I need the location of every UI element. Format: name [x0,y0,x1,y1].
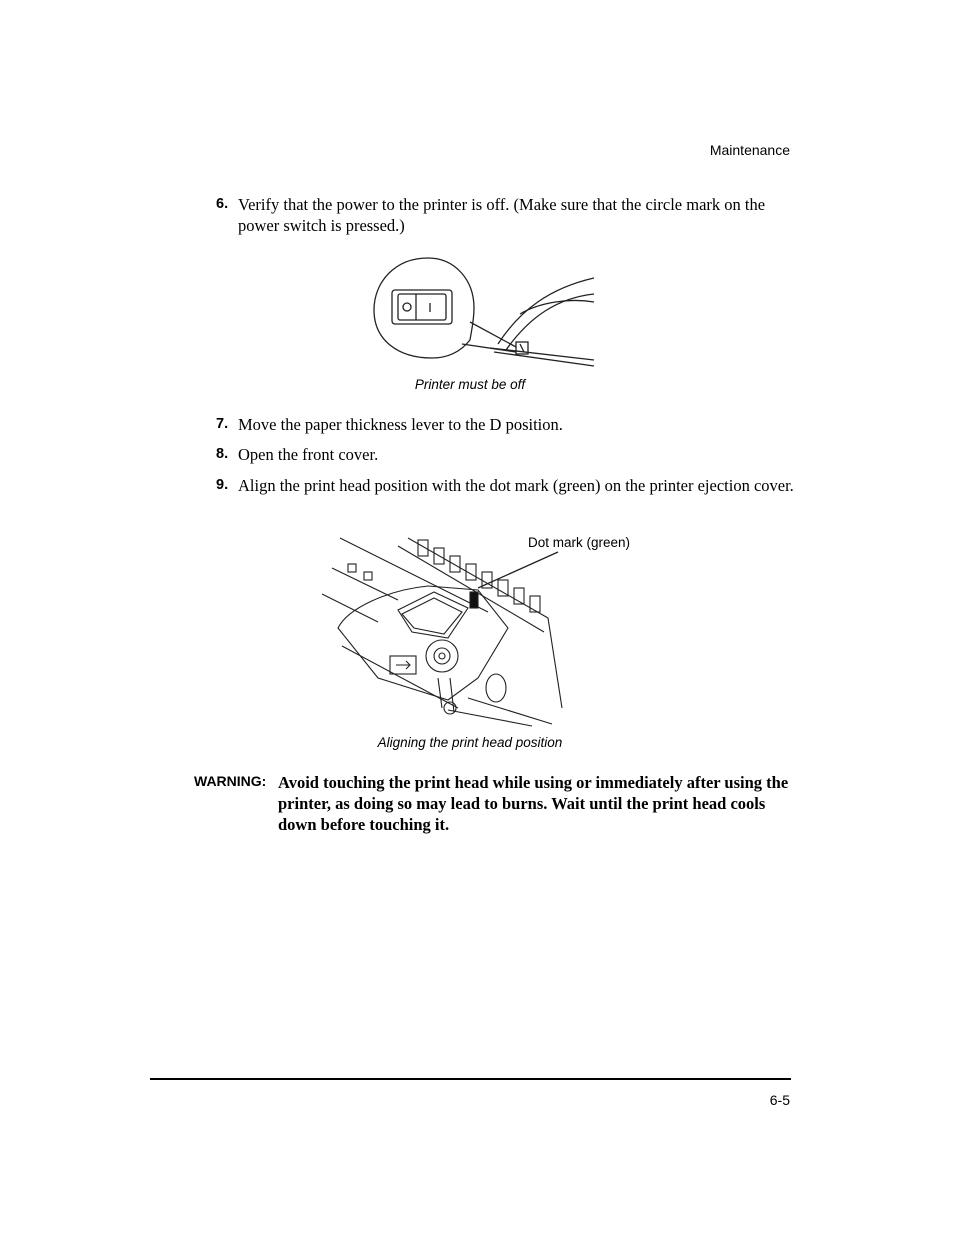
print-head-illustration [318,528,568,728]
section-title: Maintenance [709,142,790,158]
power-switch-illustration [370,252,600,372]
warning-text: Avoid touching the print head while using or immediately after using the printer, as doing so may lead to burns. Wait until the print head cools down before touching it. [278,773,789,834]
step-text: Verify that the power to the printer is off. (Make sure that the circle mark on the power switch is pressed.) [238,195,766,235]
footer-rule [150,1078,791,1080]
step-text: Align the print head position with the dot mark (green) on the printer ejection cover. [238,476,794,495]
step-9 [216,475,796,496]
step-number: 6. [216,196,229,212]
step-number: 9. [216,477,229,493]
step-7 [216,414,796,435]
step-text: Open the front cover. [238,445,379,464]
page-number: 6-5 [769,1092,790,1108]
figure-caption: Aligning the print head position [377,735,563,750]
step-text: Move the paper thickness lever to the D position. [238,415,563,434]
step-8 [216,444,796,465]
step-6 [216,194,796,236]
step-number: 7. [216,416,229,432]
step-number: 8. [216,446,229,462]
warning-label: WARNING: [194,773,267,789]
dot-mark-callout: Dot mark (green) [528,535,631,550]
figure-caption: Printer must be off [414,377,526,392]
